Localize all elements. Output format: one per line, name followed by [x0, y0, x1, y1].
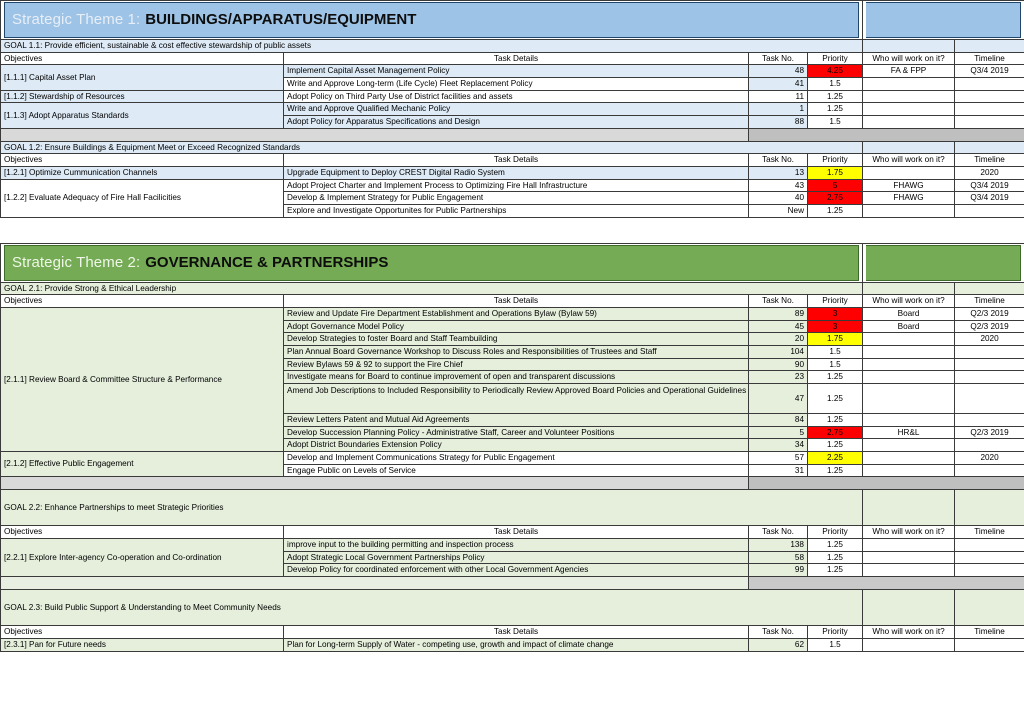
timeline-value [955, 116, 1024, 129]
goal-2-3-heading-row [1, 590, 1024, 626]
task-detail: Adopt District Boundaries Extension Policy [284, 439, 749, 452]
goal-2-1-column-headers [1, 295, 1024, 308]
theme-1-banner-row [1, 1, 1024, 40]
timeline-value [955, 358, 1024, 371]
goal-2-1-heading-row [1, 282, 1024, 295]
goal-2-2-heading-row [1, 490, 1024, 526]
assignee [863, 414, 955, 427]
col-header-objectives: Objectives [1, 295, 284, 308]
goal-2-2-column-headers [1, 526, 1024, 539]
task-no: 5 [749, 426, 808, 439]
table-row[interactable] [1, 179, 1024, 192]
priority-value: 1.25 [808, 384, 863, 414]
theme-2-banner [4, 245, 859, 281]
priority-value: 3 [808, 320, 863, 333]
col-header-who: Who will work on it? [863, 154, 955, 167]
table-row[interactable] [1, 452, 1024, 465]
col-header-who: Who will work on it? [863, 52, 955, 65]
theme-2-title: GOVERNANCE & PARTNERSHIPS [145, 253, 389, 271]
task-no: 89 [749, 308, 808, 321]
task-no: 58 [749, 551, 808, 564]
assignee: HR&L [863, 426, 955, 439]
col-header-timeline: Timeline [955, 52, 1024, 65]
timeline-value: Q3/4 2019 [955, 192, 1024, 205]
priority-value: 2.75 [808, 426, 863, 439]
col-header-priority: Priority [808, 154, 863, 167]
timeline-value [955, 414, 1024, 427]
priority-value: 1.5 [808, 346, 863, 359]
timeline-value [955, 103, 1024, 116]
priority-value: 1.25 [808, 90, 863, 103]
assignee [863, 103, 955, 116]
task-detail: Investigate means for Board to continue improvement of open and transparent discussions [284, 371, 749, 384]
task-no: 11 [749, 90, 808, 103]
objective-1-1-3: [1.1.3] Adopt Apparatus Standards [1, 103, 284, 128]
priority-value: 1.5 [808, 358, 863, 371]
timeline-value [955, 205, 1024, 218]
theme-2-table [0, 243, 1024, 652]
assignee: Board [863, 308, 955, 321]
section-gap [1, 128, 1024, 141]
theme-1-title: BUILDINGS/APPARATUS/EQUIPMENT [145, 11, 417, 29]
assignee [863, 638, 955, 651]
col-header-priority: Priority [808, 626, 863, 639]
col-header-task-details: Task Details [284, 52, 749, 65]
col-header-timeline: Timeline [955, 295, 1024, 308]
task-no: New [749, 205, 808, 218]
task-detail: Adopt Strategic Local Government Partnerships Policy [284, 551, 749, 564]
task-detail: Engage Public on Levels of Service [284, 464, 749, 477]
priority-value: 1.75 [808, 333, 863, 346]
task-detail: Review Bylaws 59 & 92 to support the Fire Chief [284, 358, 749, 371]
assignee [863, 78, 955, 91]
col-header-task-no: Task No. [749, 154, 808, 167]
timeline-value [955, 371, 1024, 384]
timeline-value [955, 551, 1024, 564]
assignee [863, 452, 955, 465]
assignee: Board [863, 320, 955, 333]
theme-2-banner-tail [866, 245, 1021, 281]
task-no: 23 [749, 371, 808, 384]
task-no: 20 [749, 333, 808, 346]
col-header-priority: Priority [808, 526, 863, 539]
goal-1-2-column-headers [1, 154, 1024, 167]
assignee [863, 167, 955, 180]
priority-value: 1.5 [808, 638, 863, 651]
col-header-objectives: Objectives [1, 154, 284, 167]
priority-value: 2.25 [808, 452, 863, 465]
task-no: 138 [749, 539, 808, 552]
col-header-timeline: Timeline [955, 526, 1024, 539]
task-detail: Develop and Implement Communications Strategy for Public Engagement [284, 452, 749, 465]
assignee [863, 464, 955, 477]
priority-value: 1.25 [808, 564, 863, 577]
table-row[interactable] [1, 539, 1024, 552]
priority-value: 2.75 [808, 192, 863, 205]
assignee: FA & FPP [863, 65, 955, 78]
task-detail: Adopt Project Charter and Implement Process to Optimizing Fire Hall Infrastructure [284, 179, 749, 192]
col-header-task-no: Task No. [749, 526, 808, 539]
priority-value: 1.25 [808, 439, 863, 452]
assignee [863, 116, 955, 129]
objective-2-2-1: [2.2.1] Explore Inter-agency Co-operation and Co-ordination [1, 539, 284, 577]
assignee [863, 346, 955, 359]
section-gap [1, 477, 1024, 490]
goal-1-1-heading-row [1, 40, 1024, 53]
priority-value: 1.25 [808, 103, 863, 116]
assignee: FHAWG [863, 192, 955, 205]
col-header-task-details: Task Details [284, 154, 749, 167]
col-header-objectives: Objectives [1, 52, 284, 65]
goal-1-2-heading: GOAL 1.2: Ensure Buildings & Equipment Meet or Exceed Recognized Standards [1, 141, 863, 154]
timeline-value [955, 564, 1024, 577]
timeline-value: Q3/4 2019 [955, 65, 1024, 78]
priority-value: 1.5 [808, 116, 863, 129]
goal-1-1-pad-who [863, 40, 955, 53]
goal-2-3-heading: GOAL 2.3: Build Public Support & Understanding to Meet Community Needs [1, 590, 863, 626]
task-no: 34 [749, 439, 808, 452]
goal-2-1-pad-time [955, 282, 1024, 295]
objective-2-1-1: [2.1.1] Review Board & Committee Structure & Performance [1, 308, 284, 452]
goal-2-3-pad-time [955, 590, 1024, 626]
timeline-value: Q2/3 2019 [955, 308, 1024, 321]
goal-2-3-column-headers [1, 626, 1024, 639]
goal-2-1-pad-who [863, 282, 955, 295]
task-detail: Upgrade Equipment to Deploy CREST Digital Radio System [284, 167, 749, 180]
goal-1-1-heading: GOAL 1.1: Provide efficient, sustainable & cost effective stewardship of public assets [1, 40, 863, 53]
col-header-task-details: Task Details [284, 295, 749, 308]
task-detail: Write and Approve Qualified Mechanic Policy [284, 103, 749, 116]
assignee [863, 333, 955, 346]
timeline-value [955, 346, 1024, 359]
priority-value: 3 [808, 308, 863, 321]
goal-2-2-pad-who [863, 490, 955, 526]
col-header-task-details: Task Details [284, 526, 749, 539]
objective-2-1-2: [2.1.2] Effective Public Engagement [1, 452, 284, 477]
task-detail: Plan Annual Board Governance Workshop to Discuss Roles and Responsibilities of Trustees and Staff [284, 346, 749, 359]
timeline-value: 2020 [955, 333, 1024, 346]
task-detail: Review and Update Fire Department Establishment and Operations Bylaw (Bylaw 59) [284, 308, 749, 321]
priority-value: 1.75 [808, 167, 863, 180]
objective-1-1-1: [1.1.1] Capital Asset Plan [1, 65, 284, 90]
table-row[interactable] [1, 90, 1024, 103]
task-detail: improve input to the building permitting and inspection process [284, 539, 749, 552]
objective-2-3-1: [2.3.1] Pan for Future needs [1, 638, 284, 651]
goal-2-3-pad-who [863, 590, 955, 626]
col-header-who: Who will work on it? [863, 626, 955, 639]
priority-value: 1.25 [808, 464, 863, 477]
task-detail: Develop Policy for coordinated enforcement with other Local Government Agencies [284, 564, 749, 577]
task-no: 48 [749, 65, 808, 78]
task-detail: Write and Approve Long-term (Life Cycle) Fleet Replacement Policy [284, 78, 749, 91]
timeline-value [955, 439, 1024, 452]
task-no: 40 [749, 192, 808, 205]
table-row[interactable] [1, 308, 1024, 321]
timeline-value: 2020 [955, 167, 1024, 180]
assignee [863, 539, 955, 552]
timeline-value [955, 539, 1024, 552]
table-row[interactable] [1, 103, 1024, 116]
timeline-value [955, 90, 1024, 103]
col-header-who: Who will work on it? [863, 526, 955, 539]
col-header-priority: Priority [808, 52, 863, 65]
task-detail: Review Letters Patent and Mutual Aid Agreements [284, 414, 749, 427]
task-detail: Explore and Investigate Opportunites for Public Partnerships [284, 205, 749, 218]
table-row[interactable] [1, 167, 1024, 180]
theme-2-banner-row [1, 243, 1024, 282]
priority-value: 1.5 [808, 78, 863, 91]
timeline-value [955, 78, 1024, 91]
timeline-value: Q2/3 2019 [955, 426, 1024, 439]
task-no: 43 [749, 179, 808, 192]
timeline-value: Q2/3 2019 [955, 320, 1024, 333]
col-header-objectives: Objectives [1, 626, 284, 639]
priority-value: 5 [808, 179, 863, 192]
assignee [863, 205, 955, 218]
col-header-who: Who will work on it? [863, 295, 955, 308]
col-header-task-no: Task No. [749, 626, 808, 639]
goal-1-2-heading-row [1, 141, 1024, 154]
task-no: 62 [749, 638, 808, 651]
task-detail: Plan for Long-term Supply of Water - competing use, growth and impact of climate change [284, 638, 749, 651]
priority-value: 1.25 [808, 205, 863, 218]
timeline-value [955, 464, 1024, 477]
section-gap [1, 577, 1024, 590]
task-no: 88 [749, 116, 808, 129]
task-no: 31 [749, 464, 808, 477]
priority-value: 1.25 [808, 371, 863, 384]
objective-1-1-2: [1.1.2] Stewardship of Resources [1, 90, 284, 103]
timeline-value [955, 384, 1024, 414]
priority-value: 4.25 [808, 65, 863, 78]
task-no: 84 [749, 414, 808, 427]
task-no: 99 [749, 564, 808, 577]
priority-value: 1.25 [808, 539, 863, 552]
task-detail: Develop Strategies to foster Board and Staff Teambuilding [284, 333, 749, 346]
task-detail: Adopt Governance Model Policy [284, 320, 749, 333]
theme-separator [0, 218, 1024, 243]
col-header-timeline: Timeline [955, 154, 1024, 167]
task-detail: Adopt Policy for Apparatus Specifications and Design [284, 116, 749, 129]
task-no: 57 [749, 452, 808, 465]
goal-2-2-heading: GOAL 2.2: Enhance Partnerships to meet Strategic Priorities [1, 490, 863, 526]
col-header-objectives: Objectives [1, 526, 284, 539]
col-header-task-details: Task Details [284, 626, 749, 639]
assignee [863, 564, 955, 577]
timeline-value [955, 638, 1024, 651]
task-no: 45 [749, 320, 808, 333]
table-row[interactable] [1, 638, 1024, 651]
objective-1-2-1: [1.2.1] Optimize Cummunication Channels [1, 167, 284, 180]
task-no: 41 [749, 78, 808, 91]
timeline-value: Q3/4 2019 [955, 179, 1024, 192]
theme-1-banner [4, 2, 859, 38]
goal-1-1-column-headers [1, 52, 1024, 65]
task-detail: Adopt Policy on Third Party Use of District facilities and assets [284, 90, 749, 103]
task-no: 90 [749, 358, 808, 371]
task-no: 13 [749, 167, 808, 180]
assignee [863, 90, 955, 103]
task-no: 104 [749, 346, 808, 359]
col-header-priority: Priority [808, 295, 863, 308]
task-detail: Implement Capital Asset Management Policy [284, 65, 749, 78]
goal-2-2-pad-time [955, 490, 1024, 526]
priority-value: 1.25 [808, 551, 863, 564]
priority-value: 1.25 [808, 414, 863, 427]
goal-2-1-heading: GOAL 2.1: Provide Strong & Ethical Leadership [1, 282, 863, 295]
assignee [863, 439, 955, 452]
table-row[interactable] [1, 65, 1024, 78]
assignee: FHAWG [863, 179, 955, 192]
col-header-task-no: Task No. [749, 295, 808, 308]
task-detail: Develop & Implement Strategy for Public Engagement [284, 192, 749, 205]
assignee [863, 551, 955, 564]
assignee [863, 371, 955, 384]
assignee [863, 358, 955, 371]
theme-1-table [0, 0, 1024, 218]
theme-1-banner-tail [866, 2, 1021, 38]
col-header-timeline: Timeline [955, 626, 1024, 639]
task-detail: Develop Succession Planning Policy - Administrative Staff, Career and Volunteer Positions [284, 426, 749, 439]
assignee [863, 384, 955, 414]
col-header-task-no: Task No. [749, 52, 808, 65]
theme-2-prefix: Strategic Theme 2: [12, 253, 141, 271]
goal-1-2-pad-who [863, 141, 955, 154]
goal-1-1-pad-time [955, 40, 1024, 53]
task-detail: Amend Job Descriptions to Included Responsibility to Periodically Review Approved Board Policies and Operational Guidelines [284, 384, 749, 414]
objective-1-2-2: [1.2.2] Evaluate Adequacy of Fire Hall Facilicities [1, 179, 284, 217]
task-no: 1 [749, 103, 808, 116]
task-no: 47 [749, 384, 808, 414]
theme-1-prefix: Strategic Theme 1: [12, 11, 141, 29]
timeline-value: 2020 [955, 452, 1024, 465]
goal-1-2-pad-time [955, 141, 1024, 154]
